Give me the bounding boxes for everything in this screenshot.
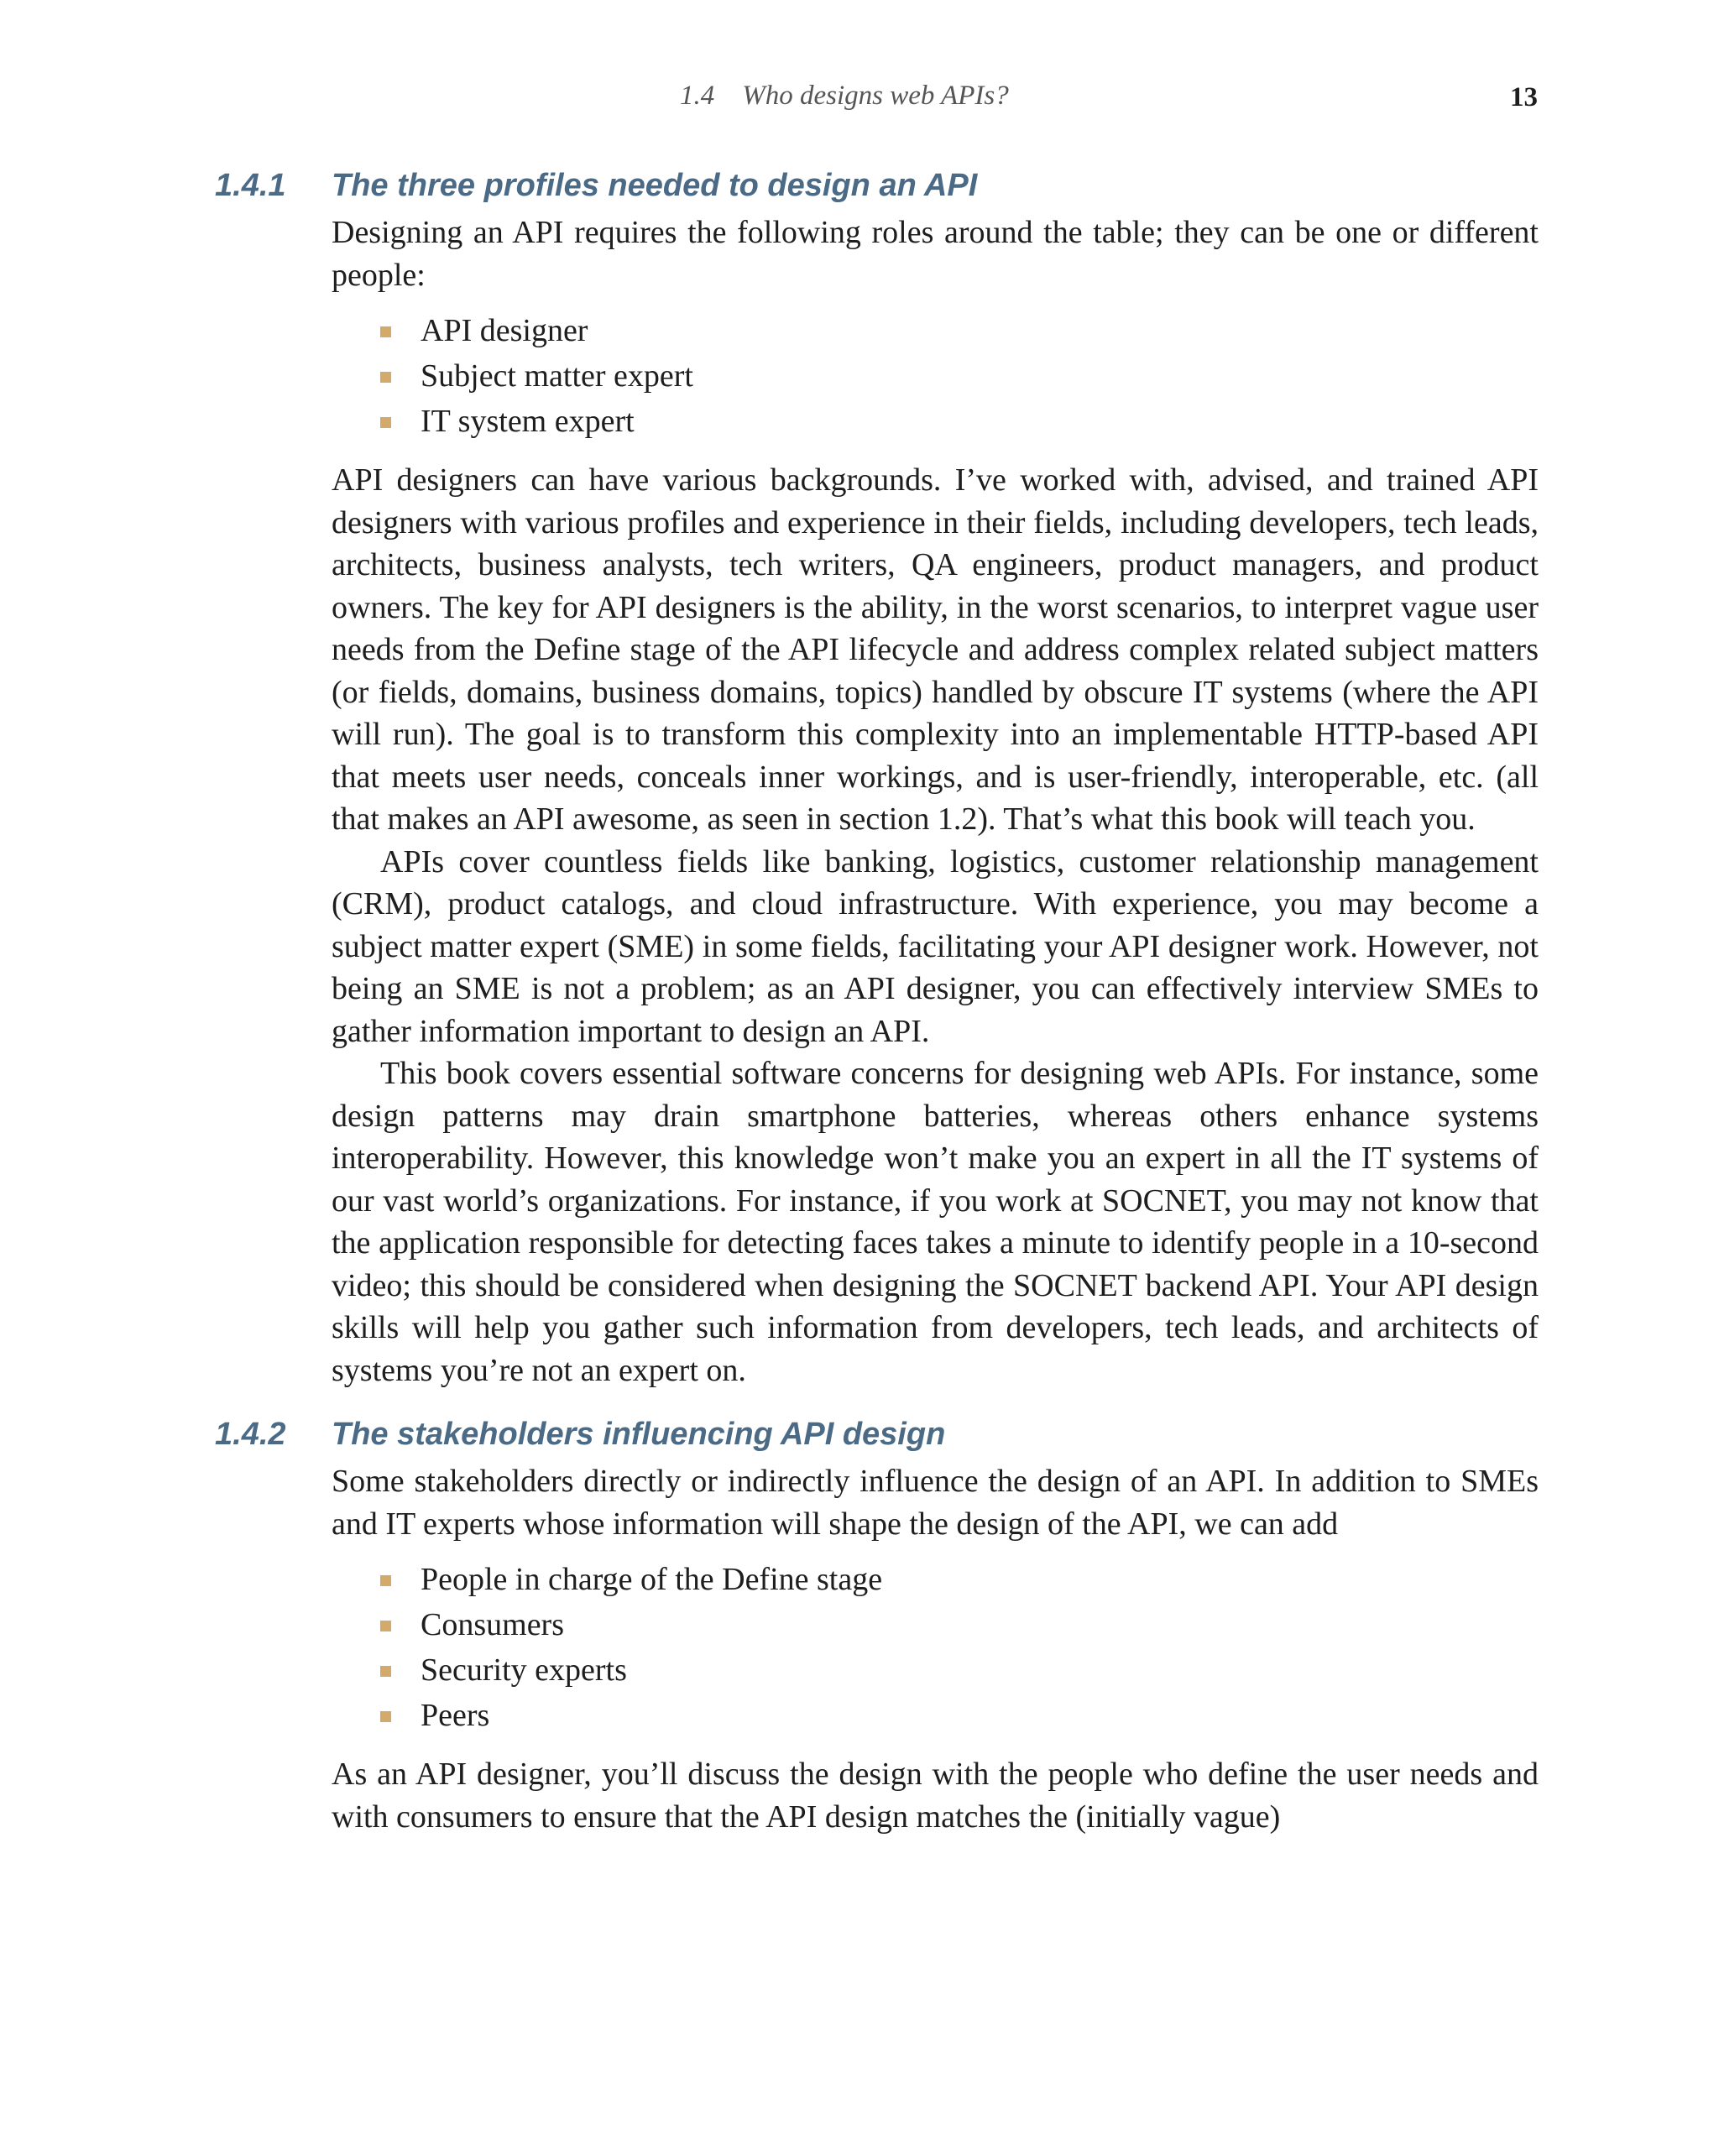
- list-item-text: Consumers: [421, 1607, 564, 1642]
- list-item: [421, 399, 1539, 444]
- section-title: The stakeholders influencing API design: [332, 1417, 946, 1452]
- paragraph: This book covers essential software concerns for designing web APIs. For instance, some design patterns may drain smartphone batteries, whereas others enhance systems interoperability. However, this knowledge won’t make you an expert in all the IT systems of our vast world’s organizations. For instance, if you work at SOCNET, you may not know that the application responsible for detecting faces takes a minute to identify people in a 10-second video; this should be considered when designing the SOCNET backend API. Your API design skills will help you gather such information from developers, tech leads, and architects of systems you’re not an expert on.: [332, 1056, 1539, 1388]
- section-intro: Designing an API requires the following roles around the table; they can be one or different people:: [332, 215, 1539, 293]
- section-intro: Some stakeholders directly or indirectly influence the design of an API. In addition to SMEs and IT experts whose information will shape the design of the API, we can add: [332, 1464, 1539, 1542]
- paragraph: APIs cover countless fields like banking, logistics, customer relationship management (CRM), product catalogs, and cloud infrastructure. With experience, you may become a subject matter expert (SME) in some fields, facilitating your API designer work. However, not being an SME is not a problem; as an API designer, you can effectively interview SMEs to gather information important to design an API.: [332, 843, 1539, 1049]
- square-bullet-icon: [380, 372, 391, 383]
- square-bullet-icon: [380, 326, 391, 337]
- list-item-text: Subject matter expert: [421, 358, 693, 394]
- paragraph: As an API designer, you’ll discuss the design with the people who define the user needs and with consumers to ensure that the API design matches the (initially vague): [332, 1757, 1539, 1835]
- stakeholders-list: [332, 1557, 1539, 1738]
- list-item: [421, 1693, 1539, 1738]
- section-body-1-4-2: [332, 1460, 1539, 1838]
- square-bullet-icon: [380, 1621, 391, 1631]
- running-title: 1.4 Who designs web APIs?: [680, 81, 1009, 111]
- square-bullet-icon: [380, 417, 391, 428]
- list-item: [421, 1602, 1539, 1647]
- square-bullet-icon: [380, 1575, 391, 1586]
- section-heading-1-4-2: [0, 1410, 1719, 1460]
- paragraph: API designers can have various backgrounds. I’ve worked with, advised, and trained API designers with various profiles and experience in their fields, including developers, tech leads, architects, business analysts, tech writers, QA engineers, product managers, and product owners. The key for API designers is the ability, in the worst scenarios, to interpret vague user needs from the Define stage of the API lifecycle and address complex related subject matters (or fields, domains, business domains, topics) handled by obscure IT systems (where the API will run). The goal is to transform this complexity into an implementable HTTP-based API that meets user needs, conceals inner workings, and is user-friendly, interoperable, etc. (all that makes an API awesome, as seen in section 1.2). That’s what this book will teach you.: [332, 462, 1539, 837]
- list-item: [421, 1557, 1539, 1602]
- list-item-text: Peers: [421, 1698, 490, 1733]
- section-heading-1-4-1: [0, 161, 1719, 211]
- roles-list: [332, 308, 1539, 444]
- list-item: [421, 353, 1539, 399]
- page-number: 13: [1510, 82, 1538, 112]
- list-item-text: API designer: [421, 313, 588, 348]
- section-number: 1.4.1: [215, 168, 286, 203]
- square-bullet-icon: [380, 1666, 391, 1677]
- section-number: 1.4.2: [215, 1417, 286, 1452]
- list-item-text: Security experts: [421, 1652, 627, 1688]
- section-body-1-4-1: [332, 211, 1539, 1391]
- section-title: The three profiles needed to design an API: [332, 168, 978, 203]
- list-item-text: People in charge of the Define stage: [421, 1562, 883, 1597]
- square-bullet-icon: [380, 1711, 391, 1722]
- list-item: [421, 1647, 1539, 1693]
- list-item: [421, 308, 1539, 353]
- running-head: [0, 81, 1719, 117]
- list-item-text: IT system expert: [421, 404, 635, 439]
- page-content: [0, 161, 1719, 1838]
